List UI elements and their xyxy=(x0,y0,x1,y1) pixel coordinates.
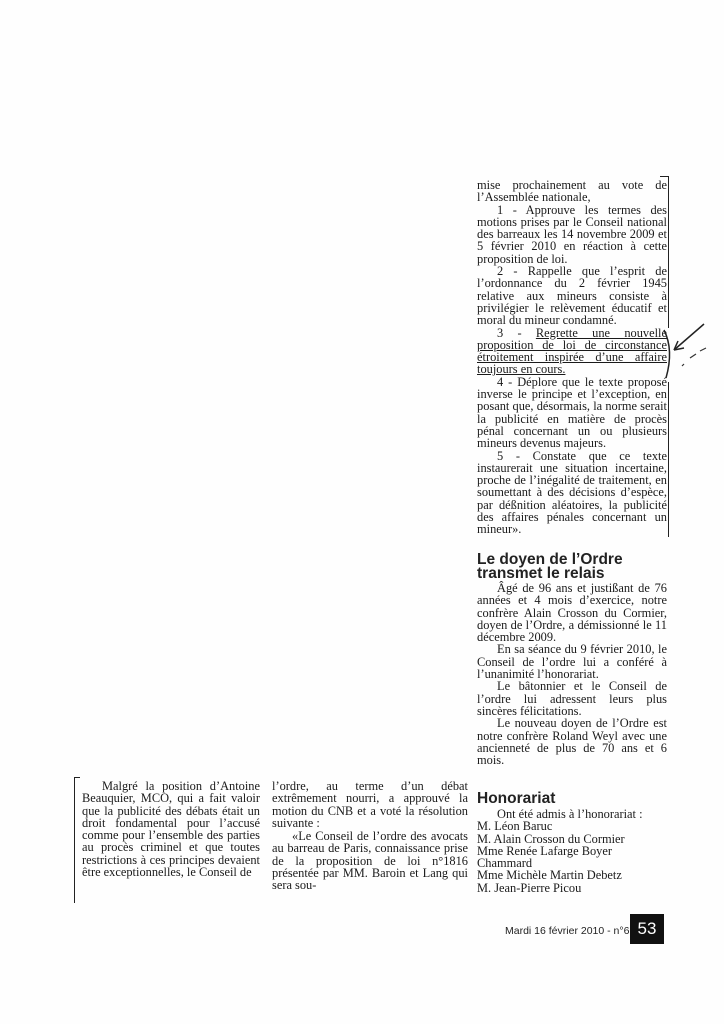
honorariat-name: M. Jean-Pierre Picou xyxy=(477,880,582,895)
honorariat-name: Mme Renée Lafarge Boyer Chammard xyxy=(477,843,612,871)
doyen-paragraph: Âgé de 96 ans et justißant de 76 années et 4 mois d’exercice, notre confrère Alain Crosson du Cormier, doyen de l’Ordre, a démissionné le 11 décembre 2009. xyxy=(477,581,667,645)
honorariat-name: M. Alain Crosson du Cormier xyxy=(477,831,625,846)
resolution-continued xyxy=(477,179,667,536)
honorariat-section xyxy=(477,792,667,894)
page-number: 53 xyxy=(630,914,664,944)
resolution-item-1: 1 - Approuve les termes des motions prises par le Conseil national des barreaux les 14 novembre 2009 et 5 février 2010 en réaction à cette proposition de loi. xyxy=(477,202,667,266)
item3-prefix: 3 - xyxy=(497,325,536,340)
middle-column-quote: «Le Conseil de l’ordre des avocats au barreau de Paris, connaissance prise de la proposition de loi n°1816 présentée par MM. Baroin et Lang qui sera sou- xyxy=(272,829,468,893)
doyen-paragraph: Le nouveau doyen de l’Ordre est notre confrère Roland Weyl avec une ancienneté de plus de 70 ans et 6 mois. xyxy=(477,716,667,768)
doyen-paragraph: En sa séance du 9 février 2010, le Conseil de l’ordre lui a conféré à l’unanimité l’honorariat. xyxy=(477,642,667,682)
resolution-item-2: 2 - Rappelle que l’esprit de l’ordonnance du 2 février 1945 relative aux mineurs consiste à privilégier le relèvement éducatif et moral du mineur condamné. xyxy=(477,264,667,328)
footer-date: Mardi 16 février 2010 - n°6 xyxy=(505,925,630,937)
doyen-heading: Le doyen de l’Ordre transmet le relais xyxy=(477,551,623,582)
item3-underlined: Regrette une nouvelle proposition de loi de circonstance étroitement inspirée d’une affaire toujours en cours. xyxy=(477,325,667,377)
left-column xyxy=(82,780,260,878)
honorariat-name: M. Léon Baruc xyxy=(477,819,553,834)
handwritten-bracket-left xyxy=(74,777,75,903)
handwritten-bracket-left-tick xyxy=(74,777,80,778)
resolution-item-5: 5 - Constate que ce texte instaurerait une situation incertaine, proche de l’inégalité de traitement, en soumettant à des décisions d’espèce, par déßnition aléatoires, la publicité des affaires pénales concernant un mineur». xyxy=(477,448,667,537)
resolution-item-4: 4 - Déplore que le texte proposé inverse le principe et l’exception, en posant que, désormais, la norme serait la publicité en matière de procès pénal concernant un ou plusieurs mineurs devenus majeurs. xyxy=(477,374,667,451)
middle-column xyxy=(272,780,468,892)
handwritten-annotation-icon xyxy=(660,320,724,390)
middle-column-text: l’ordre, au terme d’un débat extrêmement nourri, a approuvé la motion du CNB et a voté la résolution suivante : xyxy=(272,779,468,830)
honorariat-name: Mme Michèle Martin Debetz xyxy=(477,868,622,883)
handwritten-bracket-top-tick xyxy=(660,176,668,177)
honorariat-intro: Ont été admis à l’honorariat : xyxy=(497,807,643,821)
honorariat-heading: Honorariat xyxy=(477,790,556,807)
doyen-section xyxy=(477,553,667,766)
handwritten-bracket-bottom xyxy=(668,382,669,537)
left-column-text: Malgré la position d’Antoine Beauquier, MCO, qui a fait valoir que la publicité des débats était un droit fondamental pour l’accusé comme pour l’ensemble des parties au procès criminel et que toutes restrictions à ces principes devaient être exceptionnelles, le Conseil de xyxy=(82,779,260,880)
handwritten-bracket-top xyxy=(668,176,669,328)
resolution-item-3 xyxy=(477,327,667,376)
resolution-intro: mise prochainement au vote de l’Assemblée nationale, xyxy=(477,178,667,205)
doyen-paragraph: Le bâtonnier et le Conseil de l’ordre lui adressent leurs plus sincères félicitations. xyxy=(477,679,667,718)
